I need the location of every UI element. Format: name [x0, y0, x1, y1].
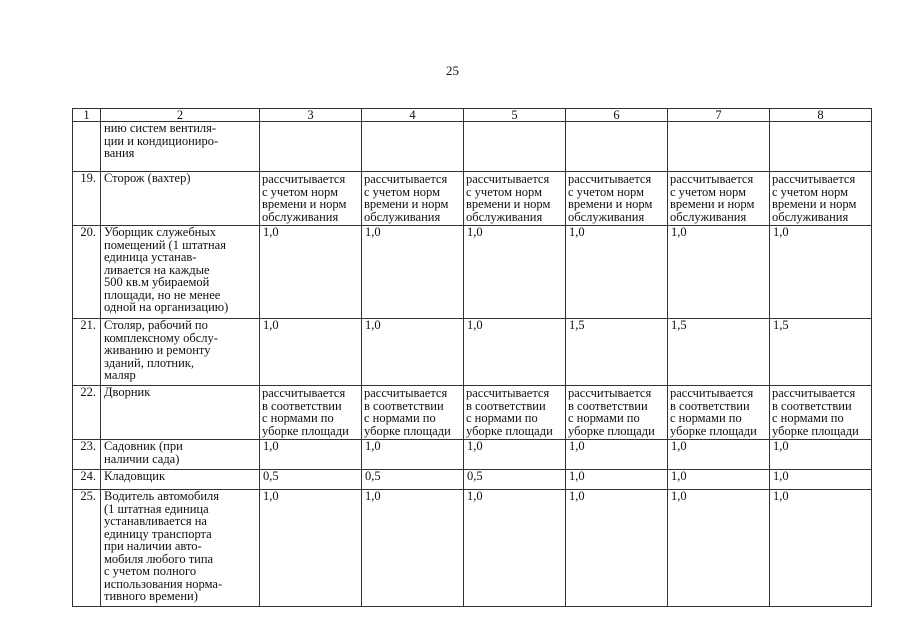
value-cell: 1,0 [668, 490, 770, 607]
page-number: 25 [446, 63, 459, 78]
header-cell: 5 [464, 109, 566, 122]
value-cell: 1,0 [260, 226, 362, 319]
value-cell: рассчитывается с учетом норм времени и норм обслуживания [668, 172, 770, 226]
row-number: 20. [73, 226, 101, 319]
value-cell: 1,5 [668, 319, 770, 386]
position-name: Дворник [101, 386, 260, 440]
value-cell: 1,0 [566, 226, 668, 319]
header-cell: 4 [362, 109, 464, 122]
value-cell: 1,0 [260, 440, 362, 470]
value-cell: рассчитывается в соответствии с нормами по уборке площади [668, 386, 770, 440]
row-number: 22. [73, 386, 101, 440]
value-cell: 1,0 [668, 440, 770, 470]
position-name: Столяр, рабочий по комплексному обслу- живанию и ремонту зданий, плотник, маляр [101, 319, 260, 386]
value-cell: 1,0 [566, 490, 668, 607]
position-name: нию систем вентиля- ции и кондициониро- вания [101, 122, 260, 172]
header-cell: 2 [101, 109, 260, 122]
position-name: Сторож (вахтер) [101, 172, 260, 226]
value-cell [668, 122, 770, 172]
value-cell: 1,0 [260, 490, 362, 607]
row-number [73, 122, 101, 172]
value-cell: 0,5 [260, 470, 362, 490]
position-name: Уборщик служебных помещений (1 штатная единица устанав- ливается на каждые 500 кв.м убираемой площади, но не менее одной на организацию) [101, 226, 260, 319]
value-cell: 1,0 [770, 440, 872, 470]
position-name: Водитель автомобиля (1 штатная единица устанавливается на единицу транспорта при наличии авто- мобиля любого типа с учетом полного использования норма- тивного времени) [101, 490, 260, 607]
value-cell: 0,5 [464, 470, 566, 490]
value-cell: рассчитывается в соответствии с нормами по уборке площади [362, 386, 464, 440]
value-cell: 1,0 [362, 319, 464, 386]
table-row [73, 386, 872, 440]
value-cell: рассчитывается в соответствии с нормами по уборке площади [770, 386, 872, 440]
table-row [73, 490, 872, 607]
header-cell: 7 [668, 109, 770, 122]
position-name: Садовник (при наличии сада) [101, 440, 260, 470]
table-row [73, 319, 872, 386]
table-row [73, 226, 872, 319]
value-cell: 1,0 [260, 319, 362, 386]
value-cell: 1,0 [668, 226, 770, 319]
value-cell: рассчитывается в соответствии с нормами по уборке площади [464, 386, 566, 440]
value-cell: 1,0 [770, 490, 872, 607]
value-cell: 1,5 [770, 319, 872, 386]
value-cell: 1,0 [362, 440, 464, 470]
value-cell: 1,5 [566, 319, 668, 386]
value-cell: рассчитывается в соответствии с нормами по уборке площади [260, 386, 362, 440]
table-row [73, 172, 872, 226]
value-cell: 1,0 [668, 470, 770, 490]
value-cell: рассчитывается с учетом норм времени и норм обслуживания [260, 172, 362, 226]
header-cell: 1 [73, 109, 101, 122]
value-cell: 0,5 [362, 470, 464, 490]
value-cell [362, 122, 464, 172]
value-cell [260, 122, 362, 172]
value-cell: 1,0 [464, 319, 566, 386]
header-row [73, 109, 872, 122]
value-cell: 1,0 [566, 440, 668, 470]
table-row [73, 470, 872, 490]
value-cell: 1,0 [566, 470, 668, 490]
table-row [73, 122, 872, 172]
value-cell [770, 122, 872, 172]
value-cell: 1,0 [770, 226, 872, 319]
table-row [73, 440, 872, 470]
row-number: 24. [73, 470, 101, 490]
value-cell: 1,0 [464, 490, 566, 607]
header-cell: 3 [260, 109, 362, 122]
staffing-table [72, 108, 872, 607]
value-cell: рассчитывается в соответствии с нормами по уборке площади [566, 386, 668, 440]
value-cell [464, 122, 566, 172]
row-number: 23. [73, 440, 101, 470]
value-cell [566, 122, 668, 172]
value-cell: 1,0 [770, 470, 872, 490]
value-cell: 1,0 [464, 440, 566, 470]
header-cell: 8 [770, 109, 872, 122]
row-number: 21. [73, 319, 101, 386]
position-name: Кладовщик [101, 470, 260, 490]
row-number: 19. [73, 172, 101, 226]
header-cell: 6 [566, 109, 668, 122]
row-number: 25. [73, 490, 101, 607]
value-cell: 1,0 [362, 490, 464, 607]
value-cell: рассчитывается с учетом норм времени и норм обслуживания [770, 172, 872, 226]
value-cell: 1,0 [464, 226, 566, 319]
value-cell: 1,0 [362, 226, 464, 319]
value-cell: рассчитывается с учетом норм времени и норм обслуживания [464, 172, 566, 226]
value-cell: рассчитывается с учетом норм времени и норм обслуживания [362, 172, 464, 226]
value-cell: рассчитывается с учетом норм времени и норм обслуживания [566, 172, 668, 226]
